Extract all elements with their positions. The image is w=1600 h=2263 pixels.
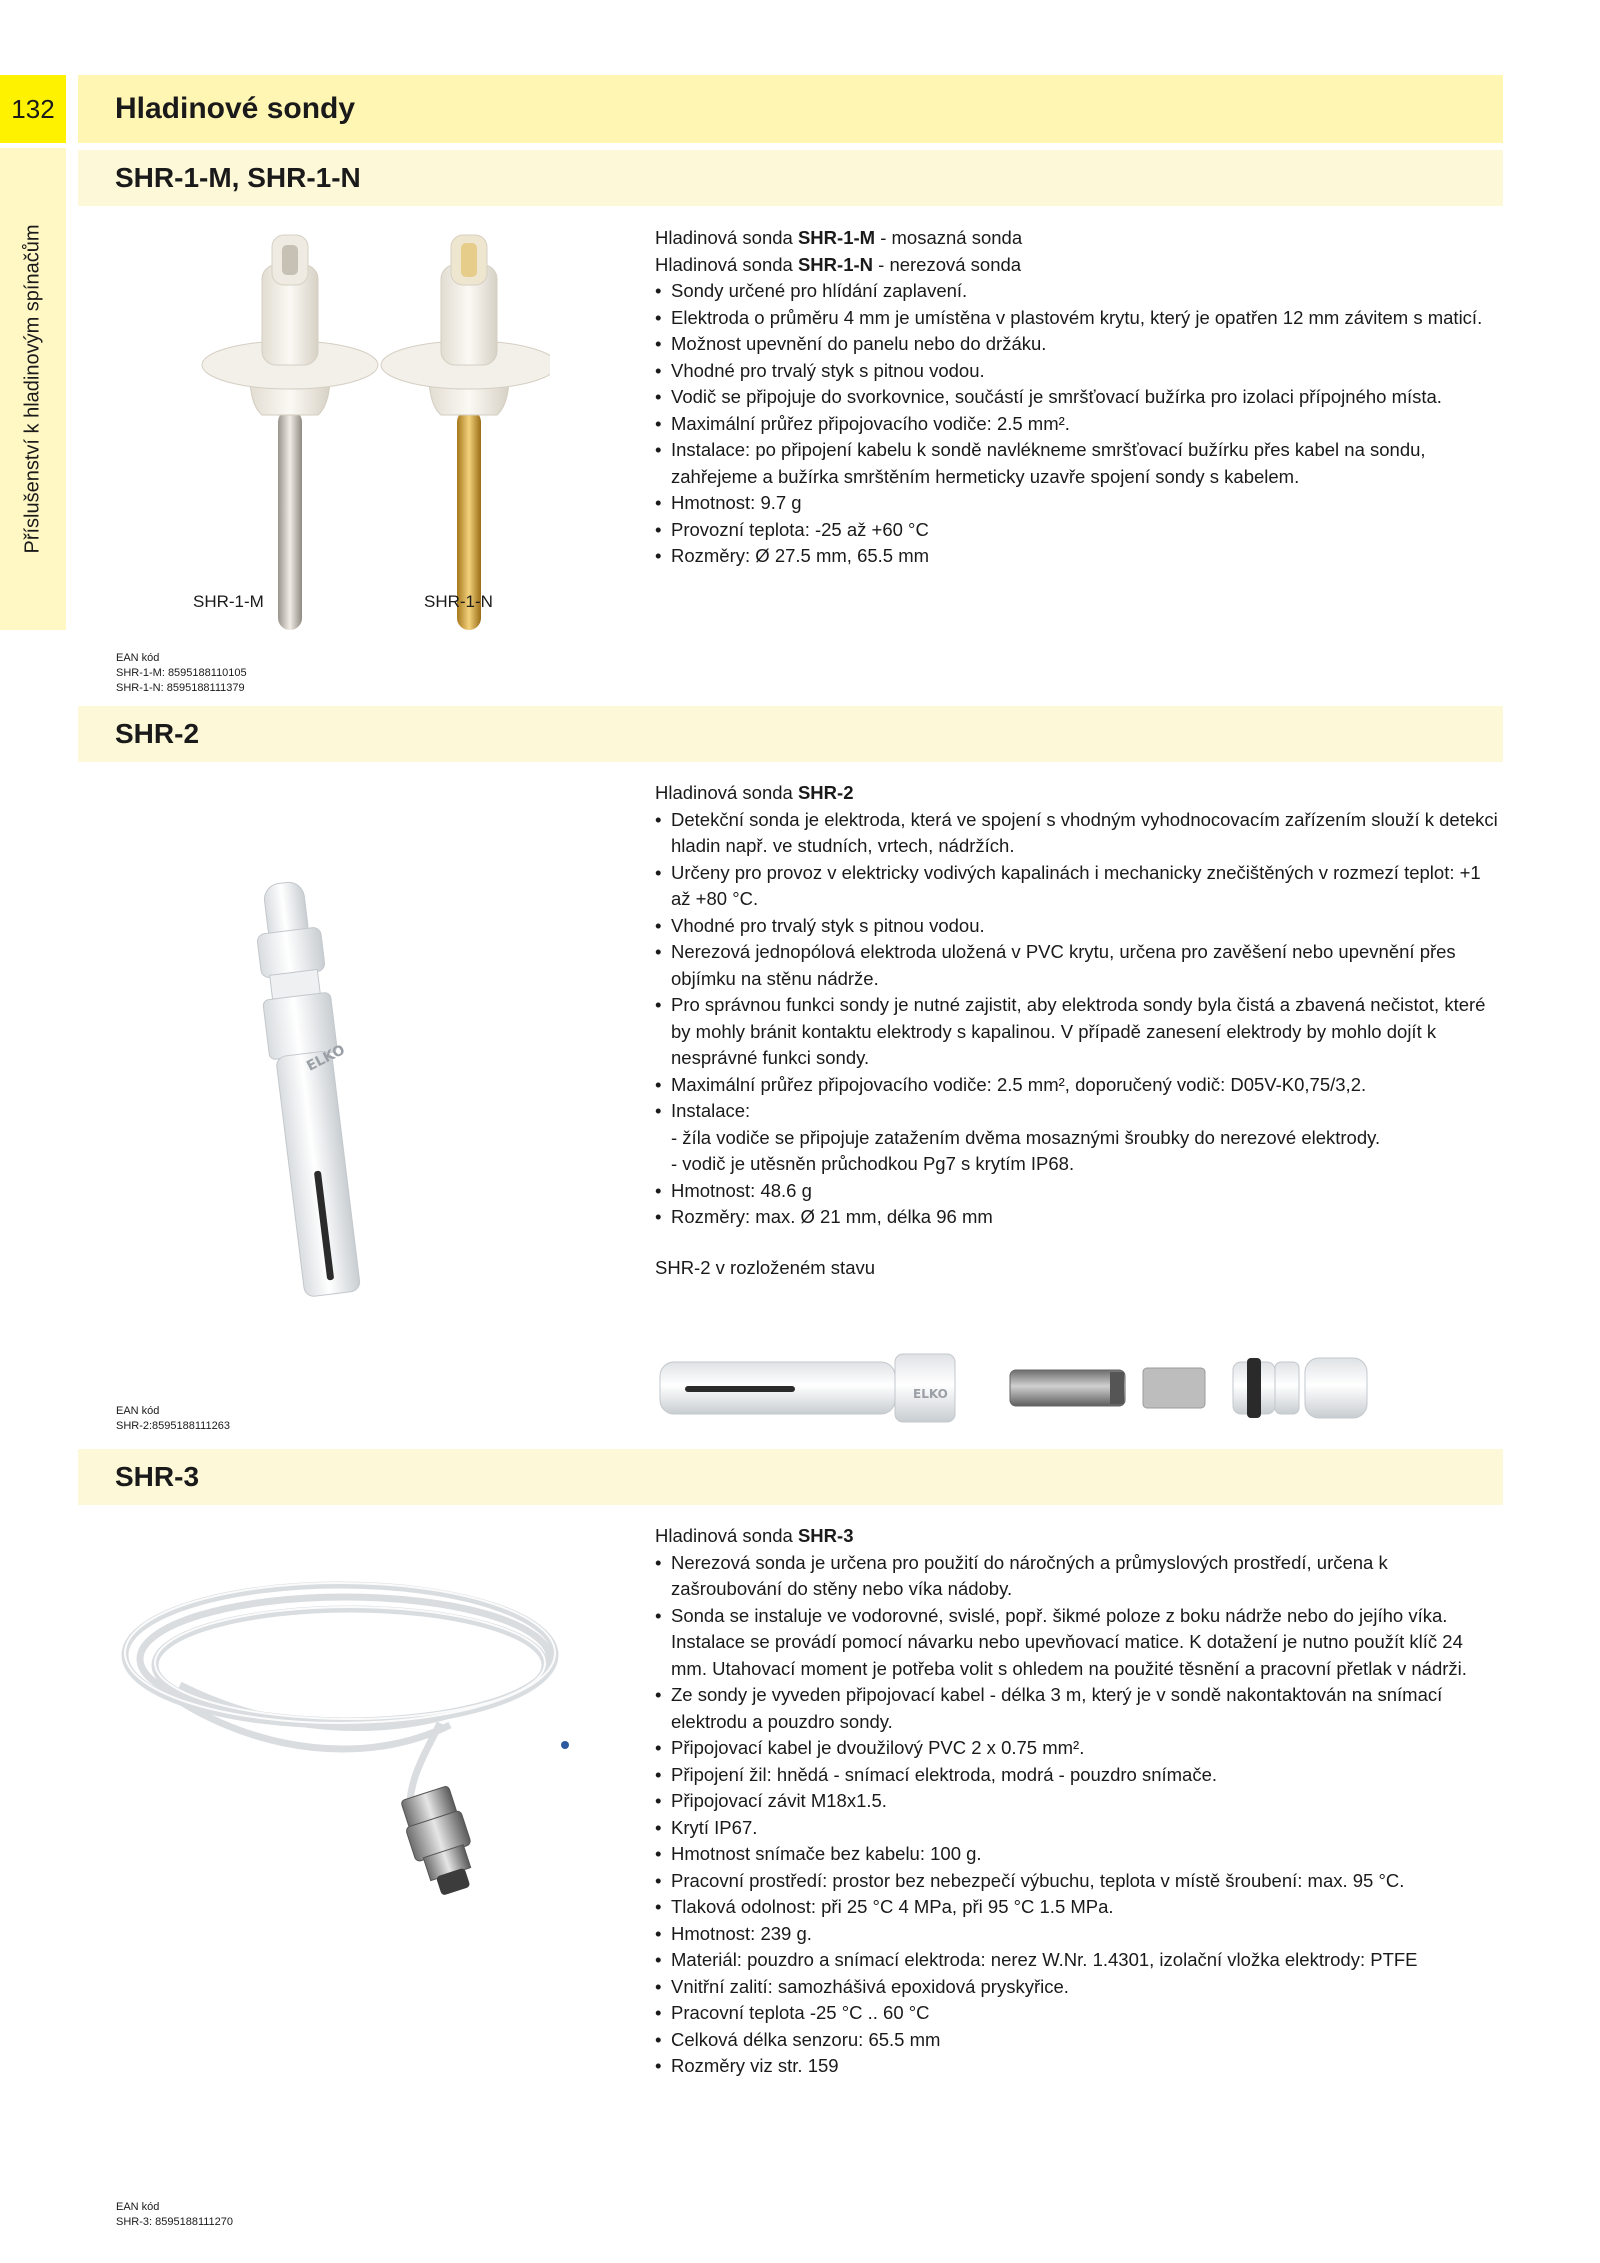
bullet-item: • Maximální průřez připojovacího vodiče: 2.5 mm², doporučený vodič: D05V-K0,75/3,2. <box>655 1072 1503 1099</box>
product-code: SHR-3 <box>797 1525 854 1546</box>
bullet-item: • Vnitřní zalití: samozhášivá epoxidová pryskyřice. <box>655 1974 1503 2001</box>
intro-line <box>655 225 1503 252</box>
shr2-exploded-image <box>655 1348 1495 1428</box>
chapter-side-tab-text: Příslušenství k hladinovým spínačům <box>21 224 44 554</box>
bullet-item: • Ze sondy je vyveden připojovací kabel - délka 3 m, který je v sondě nakontaktován na snímací elektrodu a pouzdro sondy. <box>655 1682 1503 1735</box>
bullet-item: • Připojení žil: hnědá - snímací elektroda, modrá - pouzdro snímače. <box>655 1762 1503 1789</box>
bullet-item: • Hmotnost snímače bez kabelu: 100 g. <box>655 1841 1503 1868</box>
ean-code: SHR-3: 8595188111270 <box>116 2216 234 2228</box>
ean-code: SHR-1-M: 8595188110105 <box>116 667 247 679</box>
shr1-product-image <box>150 225 550 645</box>
bullet-item: • Určeny pro provoz v elektricky vodivých kapalinách i mechanicky znečištěných v rozmezí teplot: +1 až +80 °C. <box>655 860 1503 913</box>
shr1n-probe <box>381 235 550 630</box>
elko-logo: ELKO <box>304 1041 348 1075</box>
ean-code: SHR-2:8595188111263 <box>116 1420 230 1432</box>
bullet-item: • Krytí IP67. <box>655 1815 1503 1842</box>
bullet-item: • Materiál: pouzdro a snímací elektroda: nerez W.Nr. 1.4301, izolační vložka elektrody: PTFE <box>655 1947 1503 1974</box>
bullet-item: • Pro správnou funkci sondy je nutné zajistit, aby elektroda sondy byla čistá a zbavená nečistot, které by mohly bránit kontaktu elektrody s kapalinou. V případě zanesení elektrody by mohlo dojít k nesprávné funkci sondy. <box>655 992 1503 1072</box>
bullet-item: • Možnost upevnění do panelu nebo do držáku. <box>655 331 1503 358</box>
bullet-item: • Vhodné pro trvalý styk s pitnou vodou. <box>655 913 1503 940</box>
page-number: 132 <box>0 75 66 143</box>
section-header-shr1 <box>78 150 1503 206</box>
product-code: SHR-1-M <box>797 227 876 248</box>
intro-suffix: - nerezová sonda <box>873 253 1022 275</box>
shr2-bullet-list <box>655 807 1503 1231</box>
shr2-intro <box>655 780 1503 807</box>
bullet-item: • Elektroda o průměru 4 mm je umístěna v plastovém krytu, který je opatřen 12 mm závitem s maticí. <box>655 305 1503 332</box>
bullet-item: • Detekční sonda je elektroda, která ve spojení s vhodným vyhodnocovacím zařízením slouží k detekci hladin např. ve studních, vrtech, nádržích. <box>655 807 1503 860</box>
section-header-shr3 <box>78 1449 1503 1505</box>
bullet-item: • Nerezová jednopólová elektroda uložená v PVC krytu, určena pro zavěšení nebo upevnění přes objímku na stěnu nádrže. <box>655 939 1503 992</box>
section-title-shr1: SHR-1-M, SHR-1-N <box>115 162 361 193</box>
intro-line <box>655 1523 1503 1550</box>
bullet-item: • Rozměry viz str. 159 <box>655 2053 1503 2080</box>
bullet-item: • Rozměry: Ø 27.5 mm, 65.5 mm <box>655 543 1503 570</box>
bullet-item: • Hmotnost: 48.6 g <box>655 1178 1503 1205</box>
bullet-item: • Celková délka senzoru: 65.5 mm <box>655 2027 1503 2054</box>
bullet-item: • Instalace: po připojení kabelu k sondě navlékneme smršťovací bužírku přes kabel na sondu, zahřejeme a bužírka smrštěním hermeticky uzavře spojení sondy s kabelem. <box>655 437 1503 490</box>
page-title-band <box>78 75 1503 143</box>
bullet-item: • Nerezová sonda je určena pro použití do náročných a průmyslových prostředí, určena k zašroubování do stěny nebo víka nádoby. <box>655 1550 1503 1603</box>
section-title-shr3: SHR-3 <box>115 1461 200 1492</box>
intro-line <box>655 780 1503 807</box>
ean-code: SHR-1-N: 8595188111379 <box>116 682 245 694</box>
bullet-item: • Maximální průřez připojovacího vodiče: 2.5 mm². <box>655 411 1503 438</box>
ean-label: EAN kód <box>116 652 160 664</box>
ean-label: EAN kód <box>116 2201 160 2213</box>
shr1m-probe <box>202 235 378 630</box>
shr1-bullet-list <box>655 278 1503 570</box>
bullet-item: • Sondy určené pro hlídání zaplavení. <box>655 278 1503 305</box>
product-code: SHR-1-N <box>797 253 873 275</box>
bullet-item: • Připojovací kabel je dvoužilový PVC 2 x 0.75 mm². <box>655 1735 1503 1762</box>
shr3-description <box>655 1523 1503 2080</box>
ean-label: EAN kód <box>116 1405 160 1417</box>
intro-prefix: Hladinová sonda <box>655 227 798 248</box>
shr3-bullet-list <box>655 1550 1503 2080</box>
chapter-side-tab <box>0 148 66 630</box>
bullet-item: • Provozní teplota: -25 až +60 °C <box>655 517 1503 544</box>
shr2-ean <box>116 1404 230 1434</box>
shr2-product-image <box>230 870 410 1310</box>
bullet-item: • Pracovní teplota -25 °C .. 60 °C <box>655 2000 1503 2027</box>
intro-prefix: Hladinová sonda <box>655 782 798 803</box>
intro-suffix: - mosazná sonda <box>875 227 1023 248</box>
bullet-item: • Sonda se instaluje ve vodorovné, svislé, popř. šikmé poloze z boku nádrže nebo do jejího víka. Instalace se provádí pomocí návarku nebo upevňovací matice. K dotažení je nutno použít klíč 24 mm. Utahovací moment je potřeba volit s ohledem na použité těsnění a pracovní přetlak v nádrži. <box>655 1603 1503 1683</box>
shr1n-image-label: SHR-1-N <box>424 592 493 611</box>
section-title-shr2: SHR-2 <box>115 718 200 749</box>
shr2-description <box>655 780 1503 1281</box>
shr1-intro <box>655 225 1503 278</box>
intro-line <box>655 252 1503 279</box>
bullet-item: • Tlaková odolnost: při 25 °C 4 MPa, při 95 °C 1.5 MPa. <box>655 1894 1503 1921</box>
intro-prefix: Hladinová sonda <box>655 1525 798 1546</box>
shr2-exploded-caption: SHR-2 v rozloženém stavu <box>655 1256 876 1278</box>
shr3-product-image <box>110 1555 610 1915</box>
bullet-item: • Hmotnost: 9.7 g <box>655 490 1503 517</box>
bullet-item: • Hmotnost: 239 g. <box>655 1921 1503 1948</box>
page-title: Hladinové sondy <box>115 92 356 125</box>
shr1-ean <box>116 651 247 696</box>
bullet-item: • Vhodné pro trvalý styk s pitnou vodou. <box>655 358 1503 385</box>
shr3-intro <box>655 1523 1503 1550</box>
exploded-logo: ELKO <box>913 1387 948 1401</box>
intro-prefix: Hladinová sonda <box>655 253 798 275</box>
bullet-item: • Připojovací závit M18x1.5. <box>655 1788 1503 1815</box>
shr1-description <box>655 225 1503 570</box>
shr3-ean <box>116 2200 233 2230</box>
bullet-item: • Vodič se připojuje do svorkovnice, součástí je smršťovací bužírka pro izolaci přípojného místa. <box>655 384 1503 411</box>
bullet-item: • Instalace: - žíla vodiče se připojuje zatažením dvěma mosaznými šroubky do nerezové elektrody. - vodič je utěsněn průchodkou Pg7 s krytím IP68. <box>655 1098 1503 1178</box>
section-header-shr2 <box>78 706 1503 762</box>
bullet-item: • Pracovní prostředí: prostor bez nebezpečí výbuchu, teplota v místě šroubení: max. 95 °C. <box>655 1868 1503 1895</box>
shr1m-image-label: SHR-1-M <box>193 592 264 611</box>
product-code: SHR-2 <box>797 782 854 803</box>
bullet-item: • Rozměry: max. Ø 21 mm, délka 96 mm <box>655 1204 1503 1231</box>
